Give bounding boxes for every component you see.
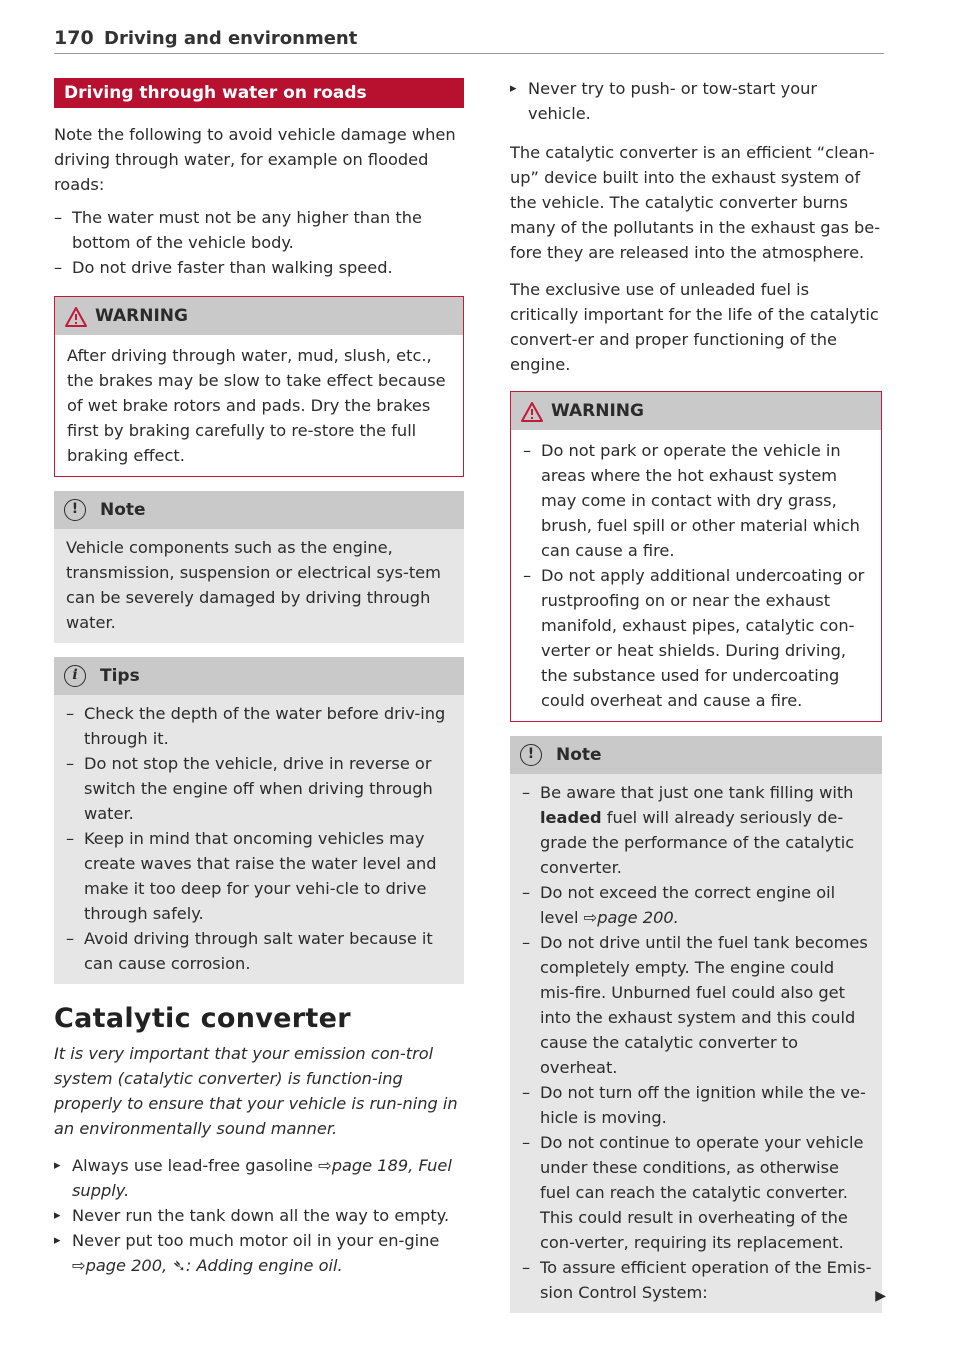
water-warning-box [54, 296, 464, 477]
note-item: – To assure efficient operation of the Emis-sion Control System: [522, 1255, 872, 1305]
exclamation-icon: ! [520, 744, 542, 766]
page-header [54, 28, 884, 54]
note-title: Note [100, 500, 146, 520]
left-column [54, 78, 464, 1278]
tips-header [54, 657, 464, 695]
warning-triangle-icon [65, 307, 87, 327]
water-item: – The water must not be any higher than the bottom of the vehicle body. [54, 205, 464, 255]
catalytic-note-box [510, 736, 886, 1313]
exclamation-icon: ! [64, 499, 86, 521]
note-header [510, 736, 882, 774]
catalytic-para: The catalytic converter is an efficient “clean-up” device built into the exhaust system of the vehicle. The catalytic converter burns many of the pollutants in the exhaust gas be-fore they are released into the atmosphere. [510, 143, 881, 262]
tip-item: – Do not stop the vehicle, drive in reverse or switch the engine off when driving through water. [66, 751, 454, 826]
water-intro: Note the following to avoid vehicle damage when driving through water, for example on flooded roads: [54, 125, 456, 194]
warning-triangle-icon [521, 402, 543, 422]
water-section-title: Driving through water on roads [54, 78, 464, 108]
note-item: – Do not continue to operate your vehicle under these conditions, as otherwise fuel can reach the catalytic converter. This could result in overheating of the con-verter, requiring its replacement. [522, 1130, 872, 1255]
catalytic-bullet: ▸ Always use lead-free gasoline ⇨page 189, Fuel supply. [54, 1153, 464, 1203]
note-item: – Be aware that just one tank filling with leaded fuel will already seriously de-grade the performance of the catalytic converter. [522, 780, 872, 880]
water-note-box [54, 491, 464, 643]
water-tips-box [54, 657, 464, 984]
warning-item: – Do not park or operate the vehicle in areas where the hot exhaust system may come in contact with dry grass, brush, fuel spill or other material which can cause a fire. [523, 438, 871, 563]
continue-arrow-icon: ▶ [875, 1288, 886, 1304]
page-number: 170 [54, 27, 94, 49]
catalytic-bullet: ▸ Never try to push- or tow-start your vehicle. [510, 76, 882, 126]
warning-title: WARNING [551, 401, 644, 421]
catalytic-bullet: ▸ Never put too much motor oil in your en-gine ⇨page 200, ➴: Adding engine oil. [54, 1228, 464, 1278]
right-column [510, 76, 886, 1313]
note-title: Note [556, 745, 602, 765]
note-text: Vehicle components such as the engine, transmission, suspension or electrical sys-tem can be severely damaged by driving through water. [66, 538, 441, 632]
warning-item: – Do not apply additional undercoating or rustproofing on or near the exhaust manifold, exhaust pipes, catalytic con-verter or heat shields. During driving, the substance used for undercoating could overheat and cause a fire. [523, 563, 871, 713]
catalytic-bullet: ▸ Never run the tank down all the way to empty. [54, 1203, 464, 1228]
note-header [54, 491, 464, 529]
tip-item: – Check the depth of the water before driv-ing through it. [66, 701, 454, 751]
section-title: Driving and environment [104, 28, 358, 49]
catalytic-title: Catalytic converter [54, 1003, 351, 1034]
tips-title: Tips [100, 666, 140, 686]
water-item: – Do not drive faster than walking speed. [54, 255, 464, 280]
catalytic-warning-box [510, 391, 882, 722]
warning-title: WARNING [95, 306, 188, 326]
note-item: – Do not exceed the correct engine oil level ⇨page 200. [522, 880, 872, 930]
warning-header [55, 297, 463, 335]
catalytic-para: The exclusive use of unleaded fuel is critically important for the life of the catalytic convert-er and proper functioning of the engine. [510, 280, 879, 374]
catalytic-intro: It is very important that your emission con-trol system (catalytic converter) is function-ing properly to ensure that your vehicle is run-ning in an environmentally sound manner. [54, 1044, 458, 1138]
note-item: – Do not drive until the fuel tank becomes completely empty. The engine could mis-fire. Unburned fuel could also get into the exhaust system and this could cause the catalytic converter to overheat. [522, 930, 872, 1080]
note-item: – Do not turn off the ignition while the ve-hicle is moving. [522, 1080, 872, 1130]
warning-header [511, 392, 881, 430]
page-ref-link[interactable]: ⇨page 189, Fuel supply. [72, 1156, 452, 1200]
tip-item: – Avoid driving through salt water because it can cause corrosion. [66, 926, 454, 976]
info-icon: i [64, 665, 86, 687]
warning-text: After driving through water, mud, slush, etc., the brakes may be slow to take effect because of wet brake rotors and pads. Dry the brakes first by braking carefully to re-store the full braking effect. [67, 346, 446, 465]
tip-item: – Keep in mind that oncoming vehicles may create waves that raise the water level and make it too deep for your vehi-cle to drive through safely. [66, 826, 454, 926]
page-ref-link[interactable]: ⇨page 200. [583, 908, 679, 927]
page-ref-link[interactable]: ⇨page 200, ➴: Adding engine oil. [72, 1256, 343, 1275]
